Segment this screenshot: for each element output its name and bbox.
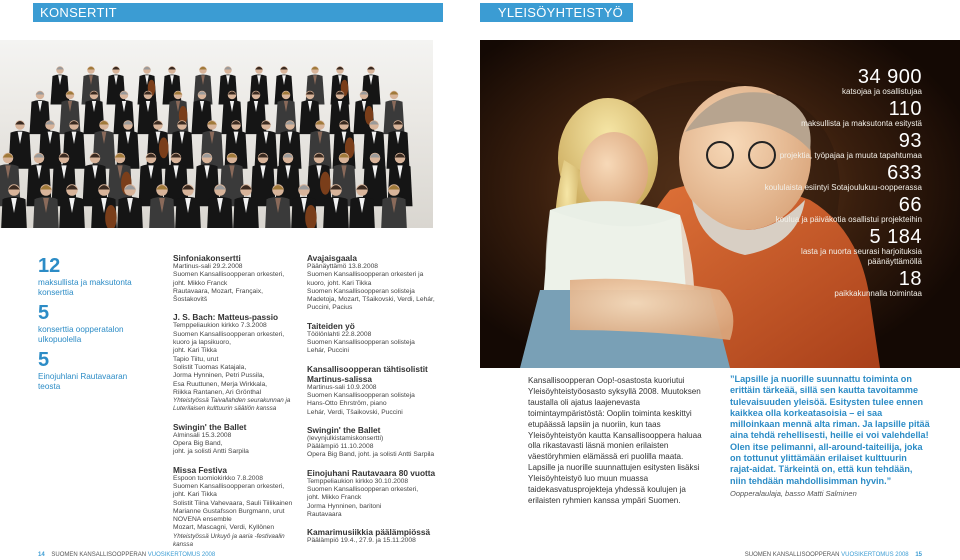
- page-footer: [0, 550, 960, 560]
- musician-figure: [219, 66, 238, 104]
- event-detail: Puccini, Pacius: [307, 304, 353, 312]
- event-title: J. S. Bach: Matteus-passio: [173, 312, 279, 323]
- event-detail: joht. Mikko Franck: [307, 494, 362, 502]
- footer-right-title: SUOMEN KANSALLISOOPPERAN: [744, 552, 840, 558]
- concert-event: [173, 312, 293, 413]
- event-detail: Temppeliaukion kirkko 7.3.2008: [173, 322, 267, 330]
- event-detail: Rautavaara: [307, 510, 342, 518]
- event-title: Swingin' the Ballet: [173, 421, 247, 432]
- event-detail: Suomen Kansallisoopperan solisteja: [307, 287, 415, 295]
- event-detail: joht. Kari Tikka: [173, 491, 217, 499]
- audience-stat: 34 900 katsojaa ja osallistujaa: [841, 66, 922, 96]
- concert-event: [307, 527, 442, 545]
- concert-list-column-2: [307, 253, 442, 554]
- event-detail: joht. Kari Tikka: [173, 347, 217, 355]
- audience-stat: 93 projektia, työpajaa ja muuta tapahtumaa: [779, 130, 922, 160]
- event-detail: Päänäyttämö 13.8.2008: [307, 263, 379, 270]
- concert-stat: 5 Einojuhlani Rautavaaran teosta: [38, 349, 128, 391]
- event-detail: Suomen Kansallisoopperan orkesteri ja: [307, 271, 424, 279]
- event-detail: Suomen Kansallisoopperan solisteja: [307, 391, 415, 399]
- event-detail: Suomen Kansallisoopperan solisteja: [307, 339, 415, 347]
- audience-stat: 5 184 lasta ja nuorta seurasi harjoituksia päänäyttämöllä: [801, 226, 922, 266]
- event-detail: Päälämpiö 19.4., 27.9. ja 15.11.2008: [307, 537, 416, 545]
- event-detail: Martinus-sali 10.9.2008: [307, 383, 377, 391]
- event-detail: Solistit Tiina Vahevaara, Sauli Tiilikainen: [173, 499, 293, 507]
- musician-figure: [82, 66, 101, 104]
- event-detail: Tapio Tiitu, urut: [173, 355, 219, 363]
- quote-attribution: Oopperalaulaja, basso Matti Salminen: [730, 488, 857, 498]
- event-title: Einojuhani Rautavaara 80 vuotta: [307, 467, 436, 478]
- concert-stat: 12 maksullista ja maksutonta konserttia: [38, 255, 132, 297]
- audience-stat: 633 koululaista esiintyi Sotajoulukuu-oopperassa: [764, 162, 922, 192]
- event-detail: Lehár, Verdi, Tšaikovski, Puccini: [307, 408, 403, 416]
- footer-left-subtitle: VUOSIKERTOMUS 2008: [147, 552, 216, 558]
- event-detail: joht. Mikko Franck: [173, 279, 228, 287]
- concert-stat: 5 konserttia oopperatalon ulkopuolella: [38, 302, 124, 344]
- concert-event: [173, 422, 293, 457]
- event-detail: Riikka Rantanen, Ari Grönthal: [173, 388, 262, 396]
- event-detail: Opera Big Band,: [173, 440, 223, 448]
- concert-list-column-1: [173, 253, 293, 557]
- event-title: Kamarimusiikkia päälämpiössä: [307, 527, 431, 538]
- event-detail: Suomen Kansallisoopperan orkesteri,: [173, 330, 285, 338]
- musician-figure: [250, 66, 269, 104]
- audience-stat: 18 paikkakunnalla toimintaa: [834, 268, 922, 298]
- event-title: Swingin' the Ballet: [307, 424, 381, 435]
- event-detail: Šostakovitš: [173, 296, 208, 304]
- concert-event: [307, 468, 442, 519]
- event-detail: Mozart, Mascagni, Verdi, Kyllönen: [173, 524, 275, 532]
- section-header-audience: YLEISÖYHTEISTYÖ: [480, 3, 633, 22]
- concert-event: [173, 465, 293, 550]
- event-detail: Jorma Hynninen, Petri Pussila,: [173, 372, 265, 380]
- event-detail: Temppeliaukion kirkko 30.10.2008: [307, 477, 409, 485]
- section-header-concerts: KONSERTIT: [33, 3, 443, 22]
- quote-text: ”Lapsille ja nuorille suunnattu toiminta on erittäin tärkeää, sillä sen kautta tavoitamme tulevaisuuden yleisöä. Esitysten tulee ennen kaikkea olla korkeatasoisia – ei saa milloinkaan mennä alta riman. Ja lapsille pitää aina tehdä rehellisesti, heille ei voi valehdella! Olen itse pelimanni, all-around-taiteilija, joka on tottunut ylittämään erilaiset kulttuurin rajat-aidat. Tärkeintä on, että kun tehdään, niin tehdään mahdollisimman hyvin.”: [730, 374, 930, 486]
- event-detail: Suomen Kansallisoopperan orkesteri,: [173, 482, 285, 490]
- concert-event: [307, 321, 442, 356]
- event-detail: kuoro, joht. Kari Tikka: [307, 279, 372, 287]
- event-title: Missa Festiva: [173, 464, 227, 475]
- event-detail: kuoro ja lapsikuoro,: [173, 339, 231, 347]
- event-title: Taiteiden yö: [307, 320, 355, 331]
- event-detail: Madetoja, Mozart, Tšaikovski, Verdi, Lehár,: [307, 296, 435, 304]
- event-detail: Esa Ruuttunen, Merja Wirkkala,: [173, 380, 268, 388]
- footer-left-title: SUOMEN KANSALLISOOPPERAN: [51, 552, 147, 558]
- event-detail: NOVENA ensemble: [173, 516, 232, 524]
- page-number-left: 14: [38, 552, 45, 558]
- footer-right: [745, 550, 922, 560]
- event-detail: Alminsali 15.3.2008: [173, 431, 232, 439]
- event-detail: Marianne Gustafsson Burgmann, urut: [173, 507, 285, 515]
- event-detail: Suomen Kansallisoopperan orkesteri,: [307, 486, 419, 494]
- event-detail: Suomen Kansallisoopperan orkesteri,: [173, 271, 285, 279]
- event-detail: Lehár, Puccini: [307, 347, 350, 355]
- audience-stat: 66 koulua ja päiväkotia osallistui projekteihin: [775, 194, 922, 224]
- concert-event: [307, 425, 442, 460]
- concert-event: [173, 253, 293, 304]
- event-detail: Solistit Tuomas Katajala,: [173, 363, 247, 371]
- event-note: Yhteistyössä Urkuyö ja aaria -festivaalin kanssa: [173, 532, 285, 549]
- pull-quote: [730, 374, 930, 498]
- footer-right-subtitle: VUOSIKERTOMUS 2008: [841, 552, 909, 558]
- event-detail: Töölönlahti 22.8.2008: [307, 330, 372, 338]
- event-detail: (levynjulkistamiskonsertti): [307, 434, 384, 442]
- concert-event: [307, 364, 442, 417]
- event-detail: Hans-Otto Ehrström, piano: [307, 400, 387, 408]
- footer-left: [38, 550, 215, 560]
- event-detail: Opera Big Band, joht. ja solisti Antti Sarpila: [307, 451, 435, 459]
- musician-figure: [51, 66, 70, 104]
- audience-stat: 110 maksullista ja maksutonta esitystä: [801, 98, 922, 128]
- concert-event: [307, 253, 442, 313]
- event-detail: Rautavaara, Mozart, Françaix,: [173, 287, 263, 295]
- concert-stats: [38, 256, 138, 397]
- orchestra-photo: [0, 40, 433, 228]
- event-detail: Päälämpiö 11.10.2008: [307, 443, 374, 451]
- body-paragraph: Kansallisoopperan Oop!-osastosta kuoriutui Yleisöyhteistyöosasto syksyllä 2008. Muutoksen taustalla oli ajatus laajenevasta toimintaympäristöstä: Ooplin toiminta keskittyi etupäässä lapsiin ja nuoriin, kun taas Yleisöyhteistyön kautta Kansallisooppera haluaa olla rikastavasti läsnä monien erilaisten väestöryhmien elämässä eri puolilla maata. Lapsille ja nuorille suunnattujen esitysten lisäksi Yleisöyhteistyö luo muun muassa taidekasvatusprojekteja yhdessä koulujen ja erilaisten ryhmien kanssa ympäri Suomen.: [528, 376, 702, 505]
- event-title: Sinfoniakonsertti: [173, 253, 241, 263]
- event-detail: Martinus-sali 29.2.2008: [173, 263, 243, 270]
- event-title: Kansallisoopperan tähtisolistit Martinus-salissa: [307, 363, 428, 384]
- musician-figure: [275, 66, 294, 104]
- event-detail: joht. ja solisti Antti Sarpila: [173, 448, 249, 456]
- audience-stats: [752, 67, 922, 301]
- event-detail: Jorma Hynninen, baritoni: [307, 502, 382, 510]
- event-detail: Espoon tuomiokirkko 7.8.2008: [173, 474, 263, 482]
- event-note: Yhteistyössä Taivallahden seurakunnan ja Luterilaisen kulttuurin säätiön kanssa: [173, 397, 291, 413]
- event-title: Avajaisgaala: [307, 253, 357, 263]
- page-number-right: 15: [915, 552, 922, 558]
